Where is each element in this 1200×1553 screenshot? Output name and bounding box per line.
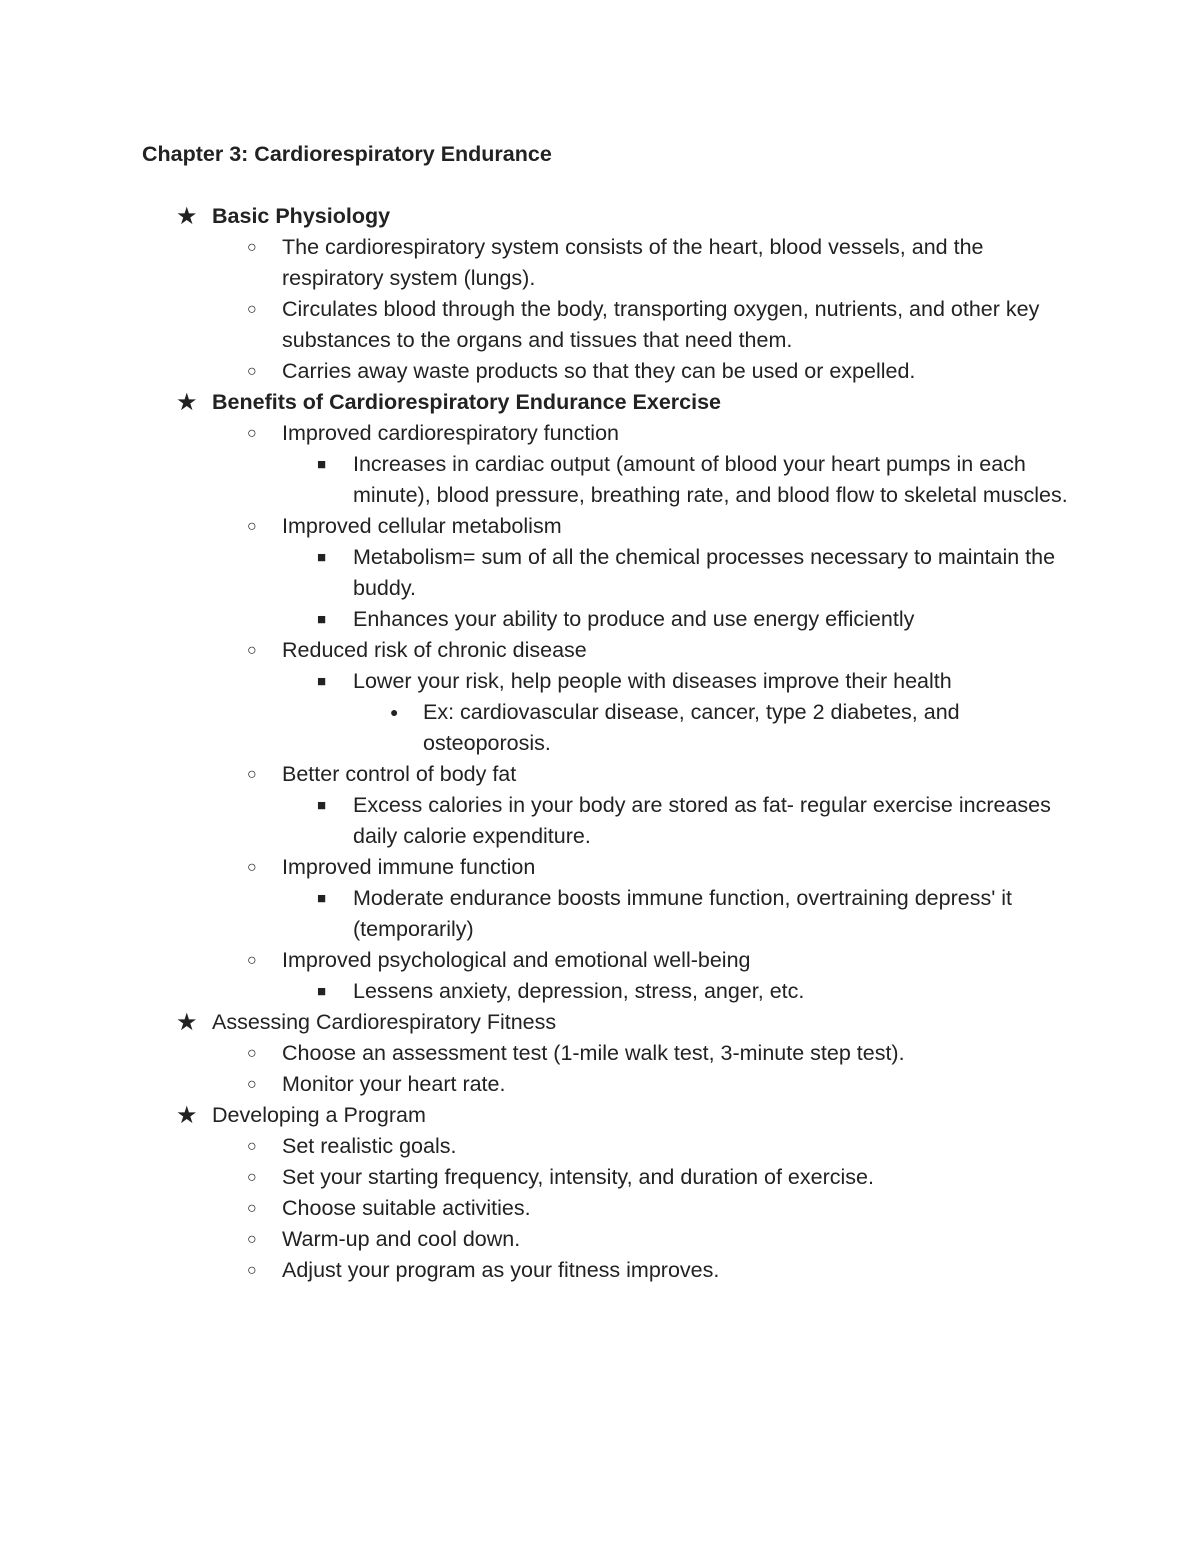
hollow-circle-bullet-icon: ○ <box>247 766 257 783</box>
square-bullet-icon: ■ <box>317 890 327 907</box>
outline-list <box>142 201 1082 1286</box>
section-heading <box>142 201 1082 232</box>
square-bullet-icon: ■ <box>317 456 327 473</box>
hollow-circle-bullet-icon: ○ <box>247 1169 257 1186</box>
hollow-circle-bullet-icon: ○ <box>247 363 257 380</box>
list-item-text: Circulates blood through the body, transporting oxygen, nutrients, and other key substances to the organs and tissues that need them. <box>282 297 1040 352</box>
list-item-text: Warm-up and cool down. <box>282 1227 521 1251</box>
section-heading <box>142 387 1082 418</box>
hollow-circle-bullet-icon: ○ <box>247 1231 257 1248</box>
hollow-circle-bullet-icon: ○ <box>247 1076 257 1093</box>
hollow-circle-bullet-icon: ○ <box>247 1262 257 1279</box>
sub-sub-list-item <box>142 697 1082 759</box>
list-item-text: Improved cardiorespiratory function <box>282 421 619 445</box>
section-heading-text: Benefits of Cardiorespiratory Endurance Exercise <box>212 390 722 414</box>
sub-list-item <box>142 976 1082 1007</box>
square-bullet-icon: ■ <box>317 797 327 814</box>
list-item-text: Monitor your heart rate. <box>282 1072 506 1096</box>
section-heading-text: Basic Physiology <box>212 204 391 228</box>
page-title: Chapter 3: Cardiorespiratory Endurance <box>142 142 552 166</box>
list-item <box>142 852 1082 883</box>
list-item-text: The cardiorespiratory system consists of the heart, blood vessels, and the respiratory system (lungs). <box>282 235 984 290</box>
list-item <box>142 945 1082 976</box>
hollow-circle-bullet-icon: ○ <box>247 239 257 256</box>
square-bullet-icon: ■ <box>317 611 327 628</box>
sub-list-item-text: Increases in cardiac output (amount of blood your heart pumps in each minute), blood pressure, breathing rate, and blood flow to skeletal muscles. <box>353 452 1068 507</box>
list-item <box>142 1162 1082 1193</box>
list-item <box>142 1069 1082 1100</box>
square-bullet-icon: ■ <box>317 673 327 690</box>
star-bullet-icon: ★ <box>176 203 198 230</box>
list-item-text: Choose suitable activities. <box>282 1196 531 1220</box>
list-item-text: Reduced risk of chronic disease <box>282 638 587 662</box>
list-item-text: Improved psychological and emotional well-being <box>282 948 751 972</box>
sub-list-item-text: Metabolism= sum of all the chemical processes necessary to maintain the buddy. <box>353 545 1056 600</box>
section-heading-text: Assessing Cardiorespiratory Fitness <box>212 1010 557 1034</box>
star-bullet-icon: ★ <box>176 389 198 416</box>
hollow-circle-bullet-icon: ○ <box>247 859 257 876</box>
sub-list-item-text: Enhances your ability to produce and use energy efficiently <box>353 607 915 631</box>
sub-list-item <box>142 604 1082 635</box>
hollow-circle-bullet-icon: ○ <box>247 301 257 318</box>
sub-list-item <box>142 790 1082 852</box>
list-item <box>142 1131 1082 1162</box>
sub-sub-list-item-text: Ex: cardiovascular disease, cancer, type 2 diabetes, and osteoporosis. <box>423 700 960 755</box>
list-item <box>142 759 1082 790</box>
list-item <box>142 232 1082 294</box>
sub-list-item-text: Moderate endurance boosts immune function, overtraining depress' it (temporarily) <box>353 886 1013 941</box>
list-item <box>142 418 1082 449</box>
section-heading <box>142 1007 1082 1038</box>
list-item-text: Choose an assessment test (1-mile walk test, 3-minute step test). <box>282 1041 905 1065</box>
section-heading-text: Developing a Program <box>212 1103 426 1127</box>
section-heading <box>142 1100 1082 1131</box>
star-bullet-icon: ★ <box>176 1102 198 1129</box>
sub-list-item-text: Lessens anxiety, depression, stress, anger, etc. <box>353 979 805 1003</box>
hollow-circle-bullet-icon: ○ <box>247 1045 257 1062</box>
sub-list-item <box>142 542 1082 604</box>
list-item <box>142 635 1082 666</box>
list-item-text: Improved cellular metabolism <box>282 514 562 538</box>
sub-list-item-text: Lower your risk, help people with diseases improve their health <box>353 669 952 693</box>
list-item <box>142 294 1082 356</box>
star-bullet-icon: ★ <box>176 1009 198 1036</box>
list-item-text: Improved immune function <box>282 855 536 879</box>
sub-list-item-text: Excess calories in your body are stored as fat- regular exercise increases daily calorie expenditure. <box>353 793 1051 848</box>
hollow-circle-bullet-icon: ○ <box>247 952 257 969</box>
hollow-circle-bullet-icon: ○ <box>247 642 257 659</box>
list-item-text: Better control of body fat <box>282 762 517 786</box>
filled-circle-bullet-icon: ● <box>390 704 399 720</box>
list-item <box>142 1038 1082 1069</box>
list-item <box>142 1255 1082 1286</box>
hollow-circle-bullet-icon: ○ <box>247 1200 257 1217</box>
list-item-text: Adjust your program as your fitness improves. <box>282 1258 720 1282</box>
document-page <box>142 139 1082 1286</box>
hollow-circle-bullet-icon: ○ <box>247 518 257 535</box>
hollow-circle-bullet-icon: ○ <box>247 425 257 442</box>
sub-list-item <box>142 666 1082 697</box>
hollow-circle-bullet-icon: ○ <box>247 1138 257 1155</box>
list-item <box>142 1224 1082 1255</box>
sub-list-item <box>142 883 1082 945</box>
list-item-text: Set realistic goals. <box>282 1134 457 1158</box>
list-item-text: Set your starting frequency, intensity, and duration of exercise. <box>282 1165 874 1189</box>
square-bullet-icon: ■ <box>317 549 327 566</box>
square-bullet-icon: ■ <box>317 983 327 1000</box>
list-item <box>142 356 1082 387</box>
sub-list-item <box>142 449 1082 511</box>
list-item <box>142 511 1082 542</box>
list-item-text: Carries away waste products so that they can be used or expelled. <box>282 359 916 383</box>
list-item <box>142 1193 1082 1224</box>
